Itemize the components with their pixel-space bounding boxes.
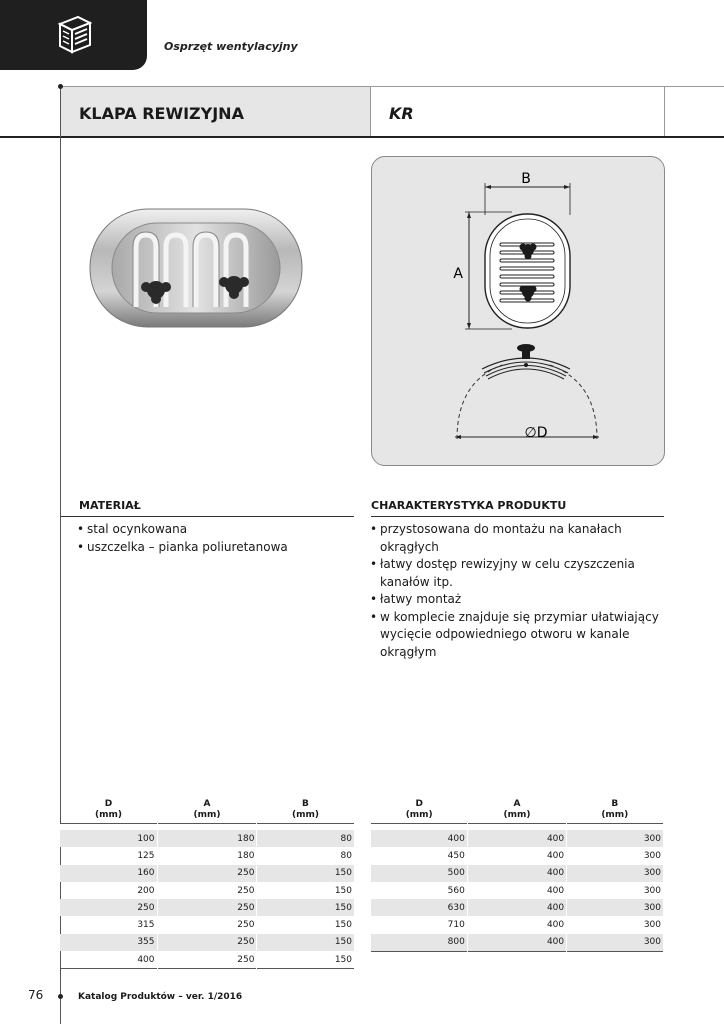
table-row: 560 400 300 xyxy=(371,882,663,899)
table-header-row xyxy=(60,799,354,824)
table-row: 400 400 300 xyxy=(371,830,663,847)
list-item: • przystosowana do montażu na kanałach okrągłych xyxy=(370,521,660,556)
table-row: 800 400 300 xyxy=(371,934,663,952)
dimensions-table-left xyxy=(60,799,354,969)
list-item: • uszczelka – pianka poliuretanowa xyxy=(77,539,357,557)
list-item: • łatwy montaż xyxy=(370,591,660,609)
table-row: 355 250 150 xyxy=(60,934,354,951)
table-row: 125 180 80 xyxy=(60,847,354,864)
rule-dot-top xyxy=(58,84,63,89)
dim-label-b: B xyxy=(521,171,531,187)
rule-dot-bottom xyxy=(58,994,63,999)
product-code: KR xyxy=(389,104,414,123)
title-bottom-rule xyxy=(0,136,724,138)
material-rule xyxy=(61,516,354,517)
dimension-diagram xyxy=(371,156,665,466)
characteristics-heading: CHARAKTERYSTYKA PRODUKTU xyxy=(371,499,567,512)
catalog-footer: Katalog Produktów – ver. 1/2016 xyxy=(78,992,243,1002)
page-number: 76 xyxy=(28,988,44,1002)
table-row: 630 400 300 xyxy=(371,899,663,916)
title-divider xyxy=(370,86,371,136)
material-heading: MATERIAŁ xyxy=(79,499,141,512)
category-label: Osprzęt wentylacyjny xyxy=(164,40,298,53)
product-title: KLAPA REWIZYJNA xyxy=(79,104,244,123)
dimensions-table-right xyxy=(371,799,663,952)
table-row: 250 250 150 xyxy=(60,899,354,916)
column-header: A (mm) xyxy=(193,799,221,820)
column-header: A (mm) xyxy=(503,799,531,820)
title-top-rule xyxy=(60,86,724,87)
header-logo-tab xyxy=(0,0,147,70)
table-row: 100 180 80 xyxy=(60,830,354,847)
title-divider-right xyxy=(664,86,665,136)
ventilation-unit-icon xyxy=(56,14,92,54)
dim-label-d: ∅D xyxy=(524,425,548,441)
table-row: 710 400 300 xyxy=(371,916,663,933)
column-header: B (mm) xyxy=(291,799,319,820)
column-header: D (mm) xyxy=(405,799,433,820)
column-header: B (mm) xyxy=(601,799,629,820)
list-item: • stal ocynkowana xyxy=(77,521,357,539)
list-item: • w komplecie znajduje się przymiar ułatwiający wycięcie odpowiedniego otworu w kanale okrągłym xyxy=(370,609,660,662)
table-row: 500 400 300 xyxy=(371,865,663,882)
dim-label-a: A xyxy=(453,266,463,282)
list-item: • łatwy dostęp rewizyjny w celu czyszczenia kanałów itp. xyxy=(370,556,660,591)
table-row: 200 250 150 xyxy=(60,882,354,899)
table-row: 315 250 150 xyxy=(60,916,354,933)
material-list xyxy=(77,521,357,556)
product-photo xyxy=(88,195,304,339)
table-row: 160 250 150 xyxy=(60,865,354,882)
characteristics-list xyxy=(370,521,660,661)
table-header-row xyxy=(371,799,663,824)
characteristics-rule xyxy=(371,516,664,517)
table-row: 400 250 150 xyxy=(60,951,354,969)
column-header: D (mm) xyxy=(95,799,122,820)
table-row: 450 400 300 xyxy=(371,847,663,864)
